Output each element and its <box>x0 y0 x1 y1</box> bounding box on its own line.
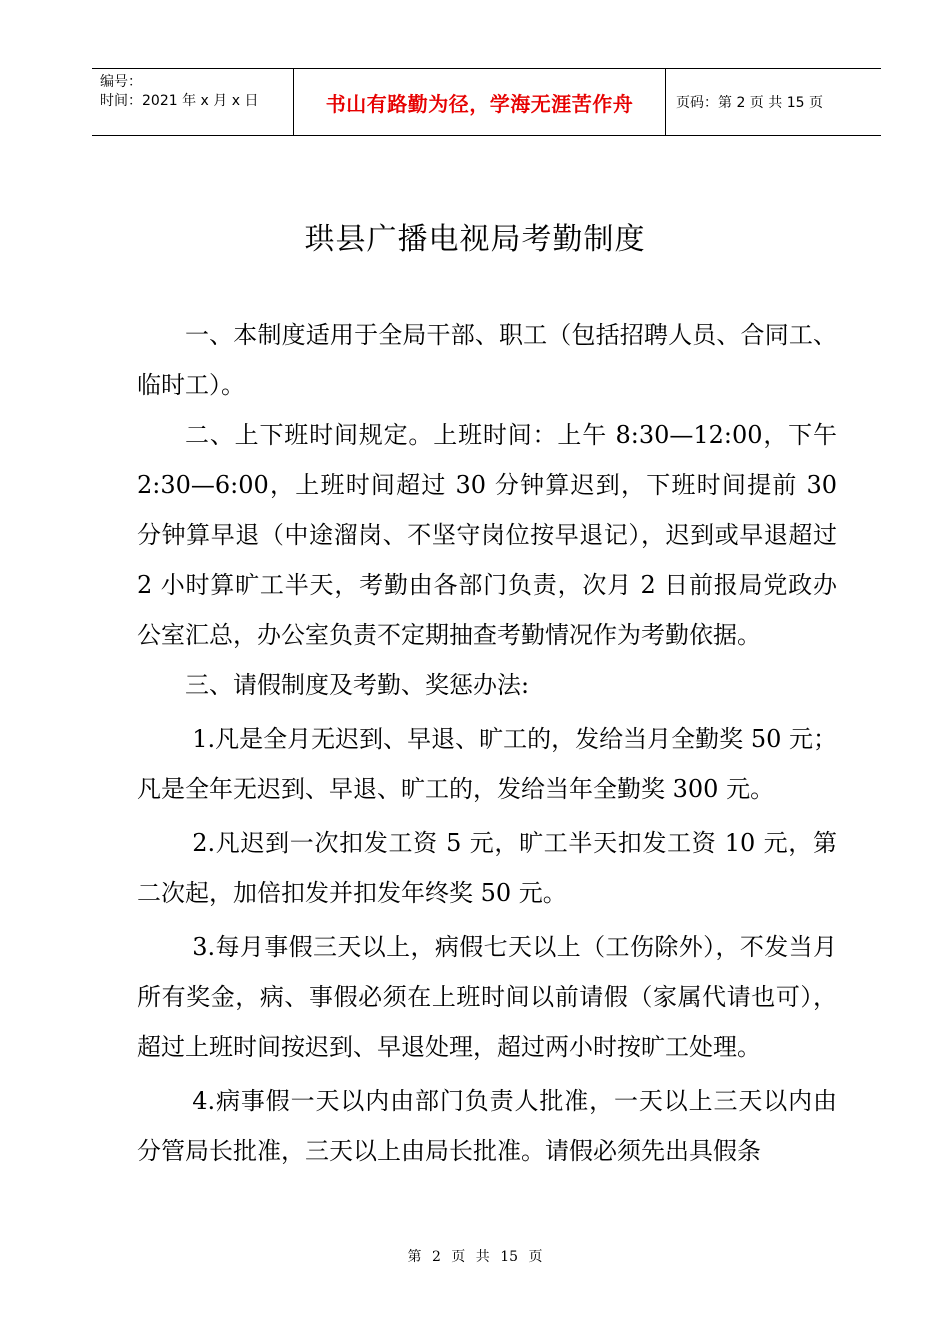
header-meta-cell <box>92 69 294 135</box>
list-item-full-attendance: 1.凡是全月无迟到、早退、旷工的，发给当月全勤奖 50 元；凡是全年无迟到、早退、旷工的，发给当年全勤奖 300 元。 <box>137 725 837 803</box>
list-item-deductions: 2.凡迟到一次扣发工资 5 元，旷工半天扣发工资 10 元，第二次起，加倍扣发并扣发年终奖 50 元。 <box>137 829 837 907</box>
header-page-code: 页码：第 2 页 共 15 页 <box>676 95 823 111</box>
document-number-label: 编号： <box>100 74 142 90</box>
paragraph-leave-heading: 三、请假制度及考勤、奖惩办法: <box>185 671 530 699</box>
paragraph-working-hours: 二、上下班时间规定。上班时间：上午 8:30—12:00，下午 2:30—6:00，上班时间超过 30 分钟算迟到，下班时间提前 30 分钟算早退（中途溜岗、不坚守岗位按早退记），迟到或早退超过 2 小时算旷工半天，考勤由各部门负责，次月 2 日前报局党政办公室汇总，办公室负责不定期抽查考勤情况作为考勤依据。 <box>137 421 837 649</box>
paragraph-scope: 一、本制度适用于全局干部、职工（包括招聘人员、合同工、临时工）。 <box>137 321 837 399</box>
list-item-approval: 4.病事假一天以内由部门负责人批准，一天以上三天以内由分管局长批准，三天以上由局长批准。请假必须先出具假条 <box>137 1087 837 1165</box>
document-body <box>137 310 837 1176</box>
header-motto: 书山有路勤为径，学海无涯苦作舟 <box>325 91 634 116</box>
document-time-label: 时间：2021 年 x 月 x 日 <box>100 93 259 109</box>
header-motto-cell <box>294 69 666 135</box>
header-page-cell <box>666 69 881 135</box>
header-table <box>92 68 881 136</box>
page-footer: 第 2 页 共 15 页 <box>407 1249 543 1265</box>
document-title: 珙县广播电视局考勤制度 <box>304 222 646 257</box>
list-item-leave-limits: 3.每月事假三天以上，病假七天以上（工伤除外），不发当月所有奖金，病、事假必须在上班时间以前请假（家属代请也可），超过上班时间按迟到、早退处理，超过两小时按旷工处理。 <box>137 933 837 1061</box>
